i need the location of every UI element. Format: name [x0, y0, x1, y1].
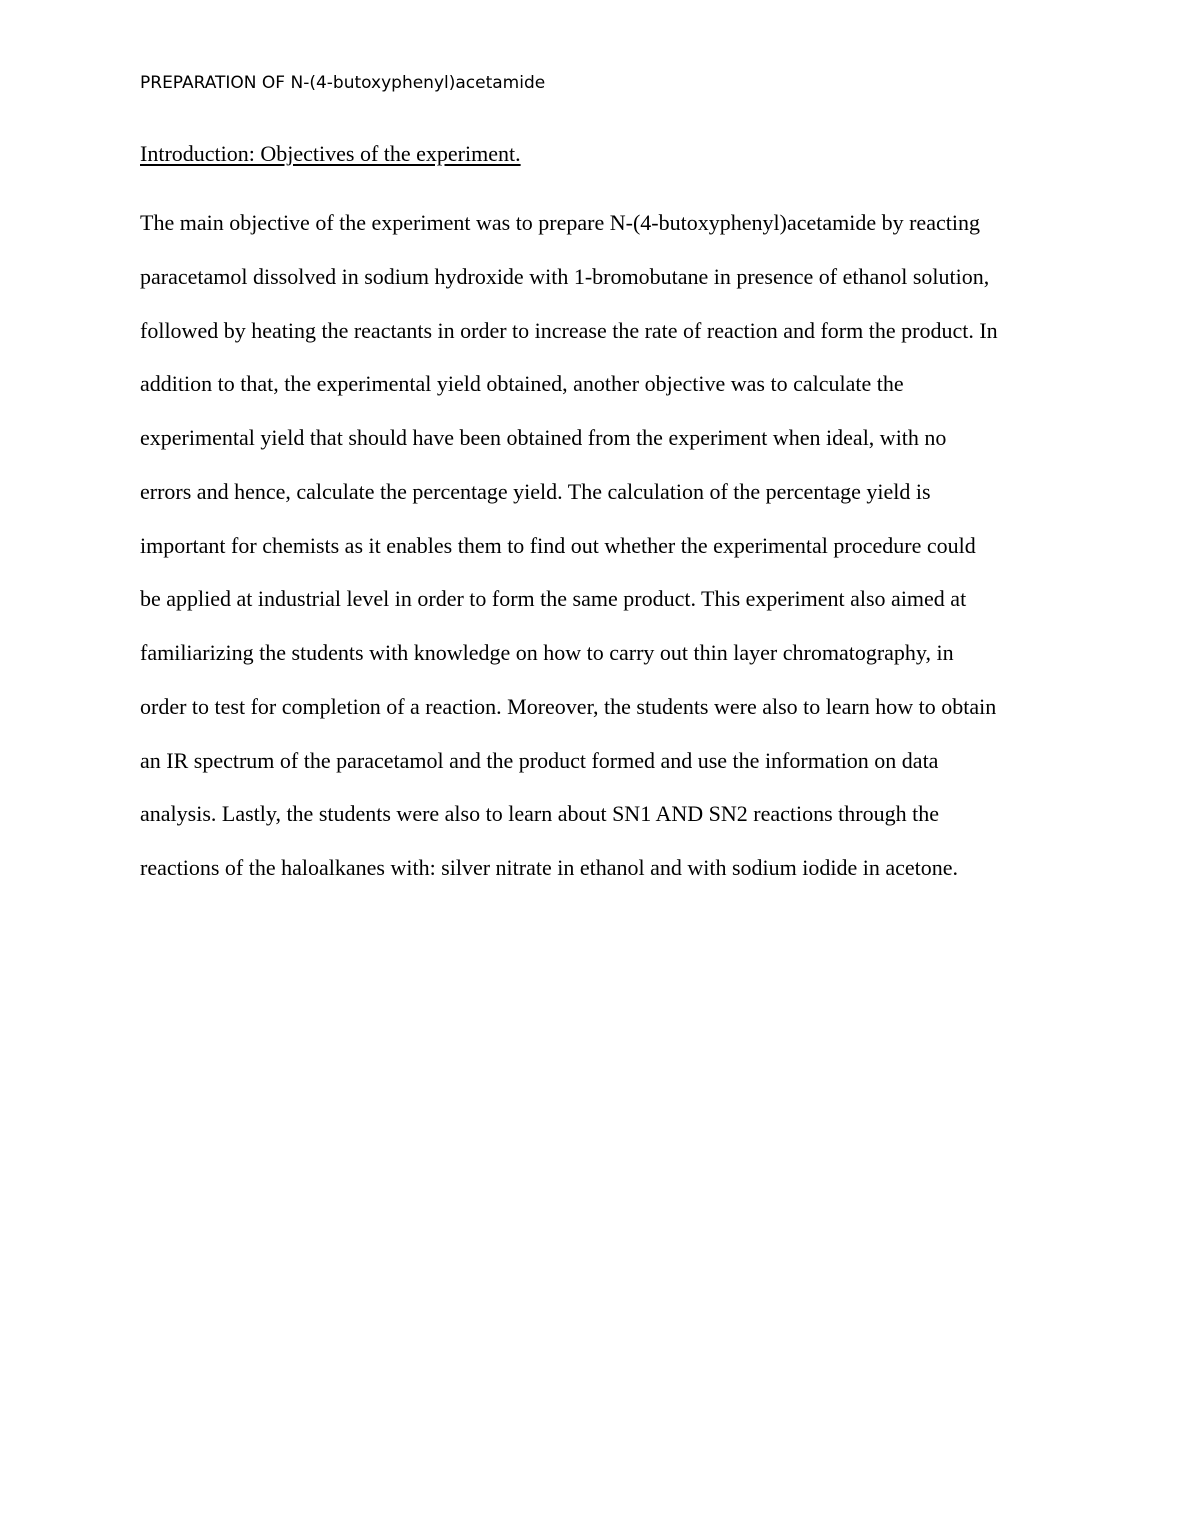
paragraph-line: followed by heating the reactants in order to increase the rate of reaction and form the product. In — [140, 317, 998, 343]
paragraph-line: reactions of the haloalkanes with: silver nitrate in ethanol and with sodium iodide in acetone. — [140, 855, 959, 880]
paragraph-line: be applied at industrial level in order to form the same product. This experiment also aimed at — [140, 586, 967, 612]
paragraph-line: familiarizing the students with knowledge on how to carry out thin layer chromatography, in — [140, 640, 954, 665]
paragraph-line: addition to that, the experimental yield obtained, another objective was to calculate the — [140, 371, 904, 397]
section-heading: Introduction: Objectives of the experiment. — [140, 141, 521, 166]
paragraph-line: order to test for completion of a reaction. Moreover, the students were also to learn how to obtain — [140, 693, 997, 719]
body-paragraph — [140, 196, 1060, 895]
paragraph-line: errors and hence, calculate the percentage yield. The calculation of the percentage yield is — [140, 478, 931, 504]
paragraph-line: analysis. Lastly, the students were also to learn about SN1 AND SN2 reactions through the — [140, 801, 939, 827]
paragraph-line: experimental yield that should have been obtained from the experiment when ideal, with no — [140, 425, 947, 450]
paragraph-line: important for chemists as it enables them to find out whether the experimental procedure could — [140, 532, 976, 558]
paragraph-line: paracetamol dissolved in sodium hydroxide with 1-bromobutane in presence of ethanol solution, — [140, 263, 990, 289]
running-header: PREPARATION OF N-(4-butoxyphenyl)acetamide — [140, 73, 546, 93]
paragraph-line: The main objective of the experiment was to prepare N-(4-butoxyphenyl)acetamide by reacting — [140, 210, 980, 235]
paragraph-line: an IR spectrum of the paracetamol and the product formed and use the information on data — [140, 747, 939, 773]
